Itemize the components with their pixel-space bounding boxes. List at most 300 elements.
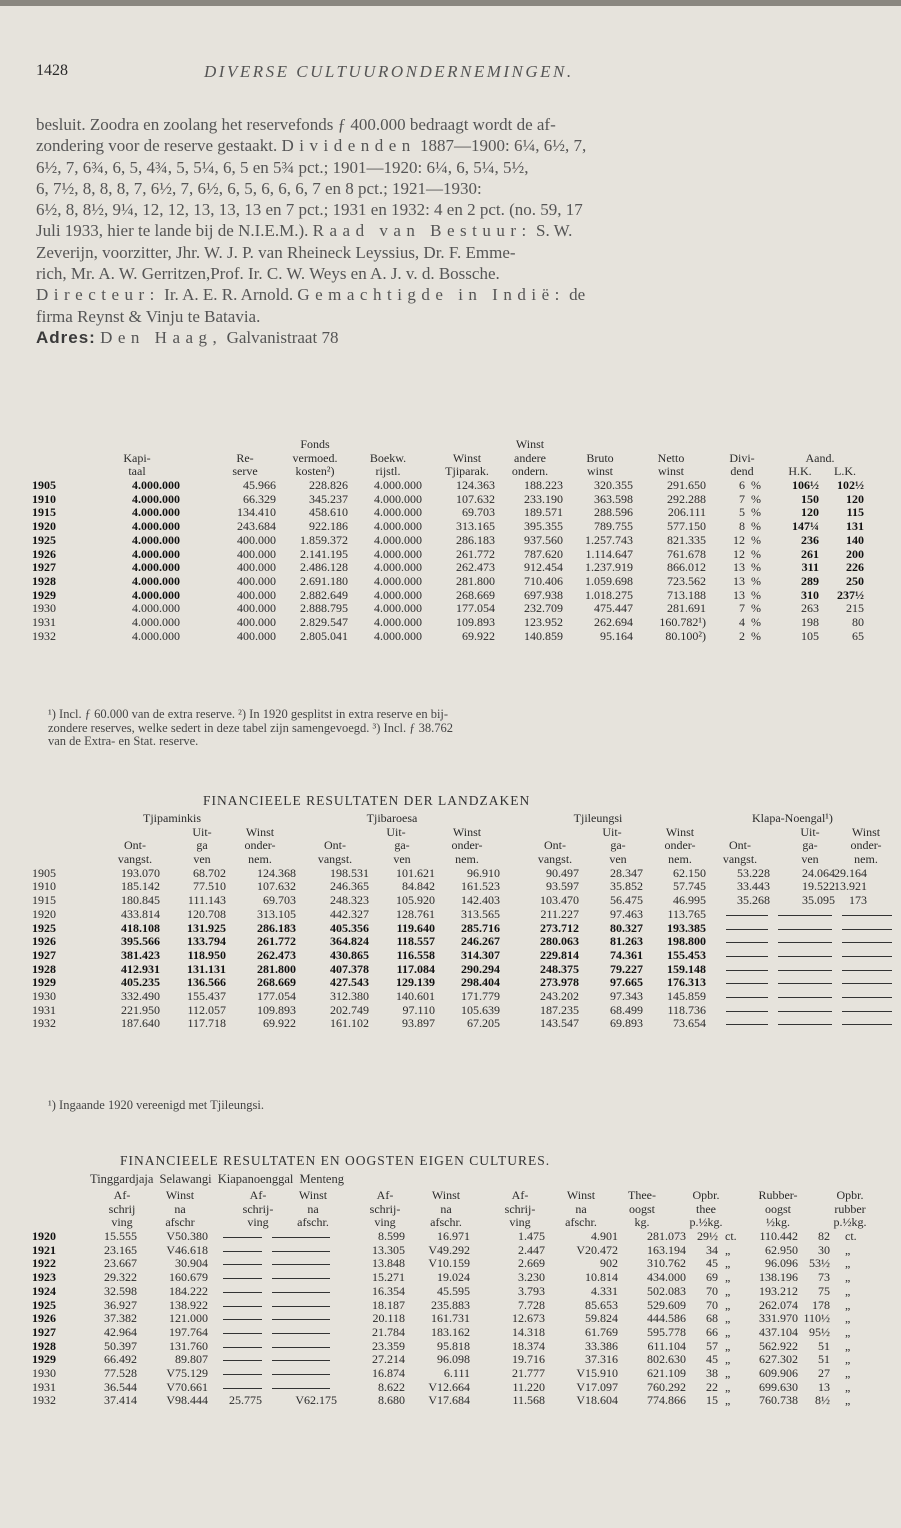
table-cell: V50.380 bbox=[166, 1229, 208, 1244]
column-header: na bbox=[575, 1201, 587, 1216]
dash-mark bbox=[272, 1360, 330, 1361]
column-header: Uit- bbox=[602, 824, 622, 839]
table-cell: 18.374 bbox=[512, 1338, 545, 1353]
table-cell: 105 bbox=[801, 628, 819, 643]
year-cell: 1910 bbox=[32, 879, 56, 894]
scan-edge bbox=[0, 0, 901, 6]
table-cell: 37.382 bbox=[104, 1311, 137, 1326]
table-cell: 263 bbox=[801, 601, 819, 616]
group-header: Klapa-Noengal¹) bbox=[752, 811, 833, 825]
year-cell: 1927 bbox=[32, 560, 56, 575]
table-cell: 802.630 bbox=[647, 1352, 686, 1367]
table-cell: 433.814 bbox=[121, 906, 160, 921]
table-cell: 65 bbox=[852, 628, 864, 643]
column-header: afschr. bbox=[565, 1215, 597, 1230]
table-cell: 193.212 bbox=[759, 1283, 798, 1298]
dash-mark bbox=[272, 1251, 330, 1252]
table-cell: % bbox=[751, 546, 761, 561]
table-cell: 77.510 bbox=[193, 879, 226, 894]
year-cell: 1922 bbox=[32, 1256, 56, 1271]
table-cell: 232.709 bbox=[524, 601, 563, 616]
column-header: Winst bbox=[452, 450, 482, 465]
column-header: rijstl. bbox=[375, 464, 401, 479]
table-cell: 37.316 bbox=[585, 1352, 618, 1367]
dash-mark bbox=[223, 1333, 262, 1334]
table-cell: 97.110 bbox=[402, 1002, 435, 1017]
column-header: schrij- bbox=[369, 1201, 401, 1216]
table-row bbox=[30, 575, 872, 589]
table-cell: 74.361 bbox=[610, 947, 643, 962]
table-cell: 80 bbox=[852, 614, 864, 629]
table-cell: 427.543 bbox=[330, 975, 369, 990]
year-cell: 1930 bbox=[32, 988, 56, 1003]
table-cell: 28.347 bbox=[610, 865, 643, 880]
table-cell: 115 bbox=[846, 505, 864, 520]
table-cell: 112.057 bbox=[187, 1002, 226, 1017]
table-cell: 51 bbox=[818, 1352, 830, 1367]
table-cell: 193.070 bbox=[121, 865, 160, 880]
table-cell: 291.650 bbox=[667, 478, 706, 493]
table-cell: 171.779 bbox=[461, 988, 500, 1003]
column-header: onder- bbox=[850, 838, 882, 853]
year-cell: 1928 bbox=[32, 1338, 56, 1353]
column-header: Ont- bbox=[544, 838, 566, 853]
table-cell: V98.444 bbox=[166, 1393, 208, 1408]
table-cell: 4.000.000 bbox=[374, 505, 422, 520]
intro-line: Directeur: Ir. A. E. R. Arnold. Gemachtigde in Indië: de bbox=[36, 285, 586, 305]
table-cell: 215 bbox=[846, 601, 864, 616]
table-row bbox=[30, 616, 872, 630]
table-cell: 105.639 bbox=[461, 1002, 500, 1017]
cultures-table bbox=[30, 1189, 872, 1408]
table-cell: 237½ bbox=[837, 587, 864, 602]
column-header: taal bbox=[128, 464, 146, 479]
table-cell: 30.904 bbox=[175, 1256, 208, 1271]
table-cell: 13 bbox=[733, 587, 745, 602]
table-cell: 120 bbox=[801, 505, 819, 520]
table-cell: 13.848 bbox=[372, 1256, 405, 1271]
table-cell: 761.678 bbox=[667, 546, 706, 561]
unit-cell: ct. bbox=[725, 1229, 737, 1244]
table-cell: V46.618 bbox=[166, 1242, 208, 1257]
dash-mark bbox=[778, 970, 832, 971]
table-cell: 1.018.275 bbox=[585, 587, 633, 602]
table-cell: 95.818 bbox=[437, 1338, 470, 1353]
column-header: vangst. bbox=[722, 852, 758, 867]
table-cell: 280.063 bbox=[540, 934, 579, 949]
table-row bbox=[30, 1244, 872, 1258]
table-cell: 407.378 bbox=[330, 961, 369, 976]
dash-mark bbox=[223, 1237, 262, 1238]
table-cell: 4.000.000 bbox=[132, 601, 180, 616]
table-cell: 4.000.000 bbox=[374, 560, 422, 575]
table-cell: 332.490 bbox=[121, 988, 160, 1003]
table-cell: 13 bbox=[818, 1379, 830, 1394]
dash-mark bbox=[272, 1292, 330, 1293]
table-cell: 143.547 bbox=[540, 1016, 579, 1031]
table-cell: 69 bbox=[706, 1270, 718, 1285]
table-cell: V70.661 bbox=[166, 1379, 208, 1394]
table-cell: 57 bbox=[706, 1338, 718, 1353]
year-cell: 1927 bbox=[32, 947, 56, 962]
table-cell: 68.702 bbox=[193, 865, 226, 880]
table-cell: 14.318 bbox=[512, 1324, 545, 1339]
table-row bbox=[30, 548, 872, 562]
column-header: ving bbox=[509, 1215, 531, 1230]
table-cell: 246.365 bbox=[330, 879, 369, 894]
table-cell: 198.800 bbox=[667, 934, 706, 949]
table-cell: 147¼ bbox=[792, 519, 819, 534]
table-cell: 187.235 bbox=[540, 1002, 579, 1017]
table-cell: 29½ bbox=[697, 1229, 718, 1244]
unit-cell: „ bbox=[845, 1256, 851, 1271]
column-header: Af- bbox=[376, 1188, 394, 1202]
unit-cell: „ bbox=[725, 1311, 731, 1326]
table-cell: 110.442 bbox=[759, 1229, 798, 1244]
table-cell: 15 bbox=[706, 1393, 718, 1408]
table-cell: 155.453 bbox=[667, 947, 706, 962]
column-header: L.K. bbox=[834, 464, 856, 479]
column-header: nem. bbox=[455, 852, 479, 867]
table-cell: 34 bbox=[706, 1242, 718, 1257]
table-cell: 70 bbox=[706, 1283, 718, 1298]
dash-mark bbox=[223, 1319, 262, 1320]
dash-mark bbox=[778, 1024, 832, 1025]
landzaken-note: ¹) Ingaande 1920 vereenigd met Tjileungsi. bbox=[48, 1098, 264, 1112]
year-cell: 1929 bbox=[32, 587, 56, 602]
table-cell: 577.150 bbox=[667, 519, 706, 534]
table-cell: 262.473 bbox=[257, 947, 296, 962]
dash-mark bbox=[223, 1360, 262, 1361]
table-cell: 4 bbox=[739, 614, 745, 629]
table-cell: 4.000.000 bbox=[132, 573, 180, 588]
table-cell: 97.463 bbox=[610, 906, 643, 921]
unit-cell: „ bbox=[845, 1338, 851, 1353]
table-cell: 7 bbox=[739, 601, 745, 616]
table-cell: 56.475 bbox=[610, 893, 643, 908]
table-cell: 173 bbox=[849, 893, 867, 908]
year-cell: 1931 bbox=[32, 1002, 56, 1017]
table-cell: 1.237.919 bbox=[585, 560, 633, 575]
year-cell: 1931 bbox=[32, 614, 56, 629]
table-cell: 400.000 bbox=[237, 532, 276, 547]
table-cell: 35.852 bbox=[610, 879, 643, 894]
column-header: afschr bbox=[165, 1215, 195, 1230]
table-cell: 93.597 bbox=[546, 879, 579, 894]
table-cell: 261.772 bbox=[456, 546, 495, 561]
table-cell: 90.497 bbox=[546, 865, 579, 880]
column-header: schrij bbox=[108, 1201, 136, 1216]
table-cell: 105.920 bbox=[396, 893, 435, 908]
column-header: ga- bbox=[394, 838, 410, 853]
dash-mark bbox=[272, 1264, 330, 1265]
column-header: Ont- bbox=[729, 838, 751, 853]
intro-line: besluit. Zoodra en zoolang het reservefonds ƒ 400.000 bedraagt wordt de af- bbox=[36, 115, 556, 134]
dash-mark bbox=[272, 1237, 330, 1238]
table-cell: 35.095 bbox=[802, 893, 835, 908]
table-cell: 51 bbox=[818, 1338, 830, 1353]
group-header: Tjipaminkis bbox=[143, 811, 201, 825]
table-cell: 33.443 bbox=[737, 879, 770, 894]
unit-cell: „ bbox=[845, 1379, 851, 1394]
table-cell: % bbox=[751, 478, 761, 493]
table-cell: 4.000.000 bbox=[132, 478, 180, 493]
unit-cell: „ bbox=[725, 1256, 731, 1271]
table-cell: 111.143 bbox=[187, 893, 226, 908]
table-cell: 107.632 bbox=[456, 491, 495, 506]
table-cell: 15.271 bbox=[372, 1270, 405, 1285]
dash-mark bbox=[726, 983, 768, 984]
table-cell: 160.782¹) bbox=[659, 614, 706, 629]
landzaken-table bbox=[30, 811, 882, 1031]
table-cell: 313.105 bbox=[257, 906, 296, 921]
table-cell: 434.000 bbox=[647, 1270, 686, 1285]
table-cell: 116.558 bbox=[396, 947, 435, 962]
column-header: Winst bbox=[452, 824, 482, 839]
table-cell: 145.859 bbox=[667, 988, 706, 1003]
unit-cell: „ bbox=[845, 1297, 851, 1312]
year-cell: 1930 bbox=[32, 601, 56, 616]
table-cell: 4.000.000 bbox=[374, 546, 422, 561]
table-header-row bbox=[30, 1203, 872, 1217]
year-cell: 1928 bbox=[32, 961, 56, 976]
dash-mark bbox=[778, 1011, 832, 1012]
table-cell: 236 bbox=[801, 532, 819, 547]
table-cell: 10.814 bbox=[585, 1270, 618, 1285]
dash-mark bbox=[842, 997, 892, 998]
column-header: Winst bbox=[851, 824, 881, 839]
table-cell: 62.950 bbox=[765, 1242, 798, 1257]
year-cell: 1932 bbox=[32, 1016, 56, 1031]
table-cell: 4.000.000 bbox=[132, 587, 180, 602]
table-row bbox=[30, 1017, 872, 1031]
column-header: Kapi- bbox=[123, 450, 151, 465]
unit-cell: „ bbox=[725, 1283, 731, 1298]
table-header-row bbox=[30, 1216, 872, 1230]
dash-mark bbox=[726, 929, 768, 930]
table-cell: V18.604 bbox=[576, 1393, 618, 1408]
table-cell: 233.190 bbox=[524, 491, 563, 506]
table-cell: 13 bbox=[733, 573, 745, 588]
dash-mark bbox=[726, 915, 768, 916]
column-header: ven bbox=[393, 852, 411, 867]
column-header: Uit- bbox=[800, 824, 820, 839]
table-cell: V20.472 bbox=[576, 1242, 618, 1257]
table-cell: 106½ bbox=[792, 478, 819, 493]
table-cell: 789.755 bbox=[594, 519, 633, 534]
table-cell: 4.000.000 bbox=[374, 532, 422, 547]
column-header: winst bbox=[586, 464, 613, 479]
table-cell: 110½ bbox=[803, 1311, 830, 1326]
year-cell: 1920 bbox=[32, 906, 56, 921]
table-cell: 95.164 bbox=[600, 628, 633, 643]
table-cell: 45.966 bbox=[243, 478, 276, 493]
table-cell: 3.230 bbox=[518, 1270, 545, 1285]
column-header: p.½kg. bbox=[833, 1215, 867, 1230]
table-cell: 180.845 bbox=[121, 893, 160, 908]
table-cell: 345.237 bbox=[309, 491, 348, 506]
table-cell: 200 bbox=[846, 546, 864, 561]
year-cell: 1925 bbox=[32, 532, 56, 547]
table-cell: 502.083 bbox=[647, 1283, 686, 1298]
table-cell: 262.694 bbox=[594, 614, 633, 629]
table-cell: 68 bbox=[706, 1311, 718, 1326]
table-cell: 160.679 bbox=[169, 1270, 208, 1285]
column-header: Af- bbox=[113, 1188, 131, 1202]
column-header: Divi- bbox=[729, 450, 755, 465]
year-cell: 1929 bbox=[32, 975, 56, 990]
table-cell: 4.000.000 bbox=[374, 614, 422, 629]
table-header-row bbox=[30, 824, 881, 840]
year-cell: 1929 bbox=[32, 1352, 56, 1367]
table-cell: 1.114.647 bbox=[585, 546, 633, 561]
year-cell: 1932 bbox=[32, 628, 56, 643]
table-cell: 250 bbox=[846, 573, 864, 588]
table-cell: 285.716 bbox=[461, 920, 500, 935]
column-header: Fonds bbox=[300, 437, 330, 451]
table-row bbox=[30, 561, 872, 575]
table-cell: 12.673 bbox=[512, 1311, 545, 1326]
group-header: Tjileungsi bbox=[573, 811, 623, 825]
table-cell: 4.000.000 bbox=[374, 478, 422, 493]
table-cell: 97.343 bbox=[610, 988, 643, 1003]
year-cell: 1915 bbox=[32, 893, 56, 908]
table-cell: 21.777 bbox=[512, 1365, 545, 1380]
table-cell: 68.499 bbox=[610, 1002, 643, 1017]
table-cell: 85.653 bbox=[585, 1297, 618, 1312]
dash-mark bbox=[272, 1388, 330, 1389]
table-cell: 697.938 bbox=[524, 587, 563, 602]
table-cell: 4.000.000 bbox=[374, 587, 422, 602]
table-cell: 25.775 bbox=[229, 1393, 262, 1408]
table-cell: 400.000 bbox=[237, 546, 276, 561]
column-header: schrij- bbox=[242, 1201, 274, 1216]
table-cell: 13.921 bbox=[834, 879, 867, 894]
table-cell: 314.307 bbox=[461, 947, 500, 962]
table-cell: 760.292 bbox=[647, 1379, 686, 1394]
table-cell: 185.142 bbox=[121, 879, 160, 894]
table-cell: 69.703 bbox=[263, 893, 296, 908]
table-cell: 53.228 bbox=[737, 865, 770, 880]
column-header: Rubber- bbox=[758, 1188, 798, 1202]
table-cell: 405.235 bbox=[121, 975, 160, 990]
table-cell: 53½ bbox=[809, 1256, 830, 1271]
year-cell: 1920 bbox=[32, 519, 56, 534]
table-row bbox=[30, 1004, 872, 1018]
group-header: Tjibaroesa bbox=[366, 811, 418, 825]
dash-mark bbox=[726, 970, 768, 971]
table-row bbox=[30, 520, 872, 534]
table-cell: % bbox=[751, 532, 761, 547]
table-row bbox=[30, 1394, 872, 1408]
table-cell: 177.054 bbox=[456, 601, 495, 616]
table-cell: 529.609 bbox=[647, 1297, 686, 1312]
table-cell: 161.523 bbox=[461, 879, 500, 894]
table-cell: 102½ bbox=[837, 478, 864, 493]
table-cell: 286.183 bbox=[456, 532, 495, 547]
table-cell: 176.313 bbox=[667, 975, 706, 990]
column-header: oogst bbox=[628, 1201, 655, 1216]
table-cell: 331.970 bbox=[759, 1311, 798, 1326]
table-row bbox=[30, 602, 872, 616]
dash-mark bbox=[778, 956, 832, 957]
table-cell: 1.257.743 bbox=[585, 532, 633, 547]
table-cell: 400.000 bbox=[237, 614, 276, 629]
table-row bbox=[30, 493, 872, 507]
table-row bbox=[30, 908, 872, 922]
column-header: vangst. bbox=[537, 852, 573, 867]
table-cell: 80.100²) bbox=[665, 628, 706, 643]
table-cell: % bbox=[751, 614, 761, 629]
table-cell: 178 bbox=[812, 1297, 830, 1312]
column-header: Winst bbox=[665, 824, 695, 839]
year-cell: 1926 bbox=[32, 546, 56, 561]
table-cell: 7.728 bbox=[518, 1297, 545, 1312]
column-header: Re- bbox=[236, 450, 254, 465]
table-cell: 129.139 bbox=[396, 975, 435, 990]
table-cell: 69.703 bbox=[462, 505, 495, 520]
dash-mark bbox=[778, 942, 832, 943]
dash-mark bbox=[842, 970, 892, 971]
table-row bbox=[30, 630, 872, 644]
table-cell: 774.866 bbox=[647, 1393, 686, 1408]
table-cell: 4.000.000 bbox=[132, 560, 180, 575]
table-cell: 95½ bbox=[809, 1324, 830, 1339]
table-cell: 400.000 bbox=[237, 601, 276, 616]
column-header: ondern. bbox=[511, 464, 549, 479]
table-cell: 8 bbox=[739, 519, 745, 534]
column-header: p.½kg. bbox=[689, 1215, 723, 1230]
table-cell: 248.323 bbox=[330, 893, 369, 908]
table-cell: 243.202 bbox=[540, 988, 579, 1003]
table-cell: 138.922 bbox=[169, 1297, 208, 1312]
column-header: afschr. bbox=[297, 1215, 329, 1230]
column-header: Af- bbox=[511, 1188, 529, 1202]
table-cell: 73 bbox=[818, 1270, 830, 1285]
table-cell: 161.102 bbox=[330, 1016, 369, 1031]
dash-mark bbox=[726, 997, 768, 998]
column-header: onder- bbox=[451, 838, 483, 853]
column-header: Af- bbox=[249, 1188, 267, 1202]
unit-cell: ct. bbox=[845, 1229, 857, 1244]
table-cell: 699.630 bbox=[759, 1379, 798, 1394]
table-cell: 206.111 bbox=[667, 505, 706, 520]
column-header: vermoed. bbox=[292, 450, 338, 465]
table-cell: 23.667 bbox=[104, 1256, 137, 1271]
year-cell: 1905 bbox=[32, 478, 56, 493]
table-cell: 4.901 bbox=[591, 1229, 618, 1244]
table-cell: 395.566 bbox=[121, 934, 160, 949]
table-cell: 4.000.000 bbox=[132, 491, 180, 506]
table-cell: 261.772 bbox=[257, 934, 296, 949]
dash-mark bbox=[778, 997, 832, 998]
table-cell: 118.557 bbox=[396, 934, 435, 949]
table-cell: 2 bbox=[739, 628, 745, 643]
column-header: vangst. bbox=[117, 852, 153, 867]
table-cell: 19.522 bbox=[802, 879, 835, 894]
table-cell: 133.794 bbox=[187, 934, 226, 949]
table-cell: 30 bbox=[818, 1242, 830, 1257]
column-header: na bbox=[174, 1201, 186, 1216]
table-cell: 46.995 bbox=[673, 893, 706, 908]
table-cell: 310.762 bbox=[647, 1256, 686, 1271]
table-cell: 627.302 bbox=[759, 1352, 798, 1367]
column-header: Aand. bbox=[805, 450, 835, 465]
column-header: Ont- bbox=[324, 838, 346, 853]
table-cell: 3.793 bbox=[518, 1283, 545, 1298]
table-cell: 437.104 bbox=[759, 1324, 798, 1339]
table-cell: V75.129 bbox=[166, 1365, 208, 1380]
